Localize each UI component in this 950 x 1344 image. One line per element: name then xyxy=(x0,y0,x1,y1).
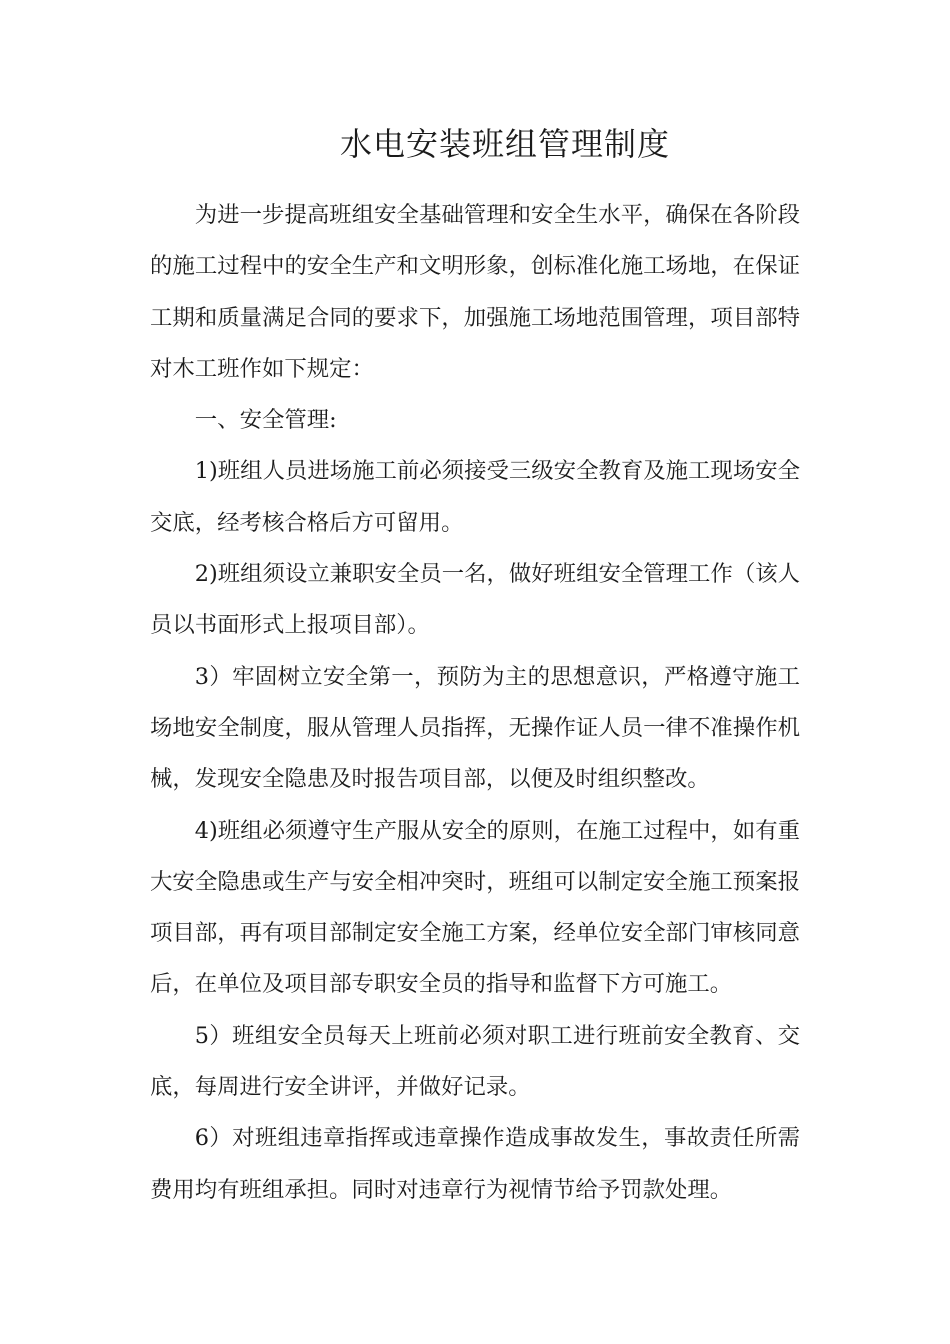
paragraph-item-4: 4)班组必须遵守生产服从安全的原则，在施工过程中，如有重大安全隐患或生产与安全相冲突时，班组可以制定安全施工预案报项目部，再有项目部制定安全施工方案，经单位安全部门审核同意后，在单位及项目部专职安全员的指导和监督下方可施工。 xyxy=(150,817,800,998)
paragraph-item-6: 6）对班组违章指挥或违章操作造成事故发生，事故责任所需费用均有班组承担。同时对违章行为视情节给予罚款处理。 xyxy=(150,1125,800,1203)
document-title: 水电安装班组管理制度 xyxy=(339,125,670,163)
paragraph-item-1: 1)班组人员进场施工前必须接受三级安全教育及施工现场安全交底，经考核合格后方可留用。 xyxy=(150,458,800,536)
paragraph-item-2: 2)班组须设立兼职安全员一名，做好班组安全管理工作（该人员以书面形式上报项目部）。 xyxy=(150,561,800,639)
paragraph-item-3: 3）牢固树立安全第一，预防为主的思想意识，严格遵守施工场地安全制度，服从管理人员指挥，无操作证人员一律不准操作机械，发现安全隐患及时报告项目部，以便及时组织整改。 xyxy=(150,663,800,793)
section-heading-safety: 一、安全管理: xyxy=(194,407,337,434)
paragraph-item-5: 5）班组安全员每天上班前必须对职工进行班前安全教育、交底，每周进行安全讲评，并做好记录。 xyxy=(150,1022,800,1101)
document-body xyxy=(150,190,800,1216)
paragraph-intro: 为进一步提高班组安全基础管理和安全生水平，确保在各阶段的施工过程中的安全生产和文明形象，创标准化施工场地，在保证工期和质量满足合同的要求下，加强施工场地范围管理，项目部特对木工班作如下规定： xyxy=(150,202,800,382)
